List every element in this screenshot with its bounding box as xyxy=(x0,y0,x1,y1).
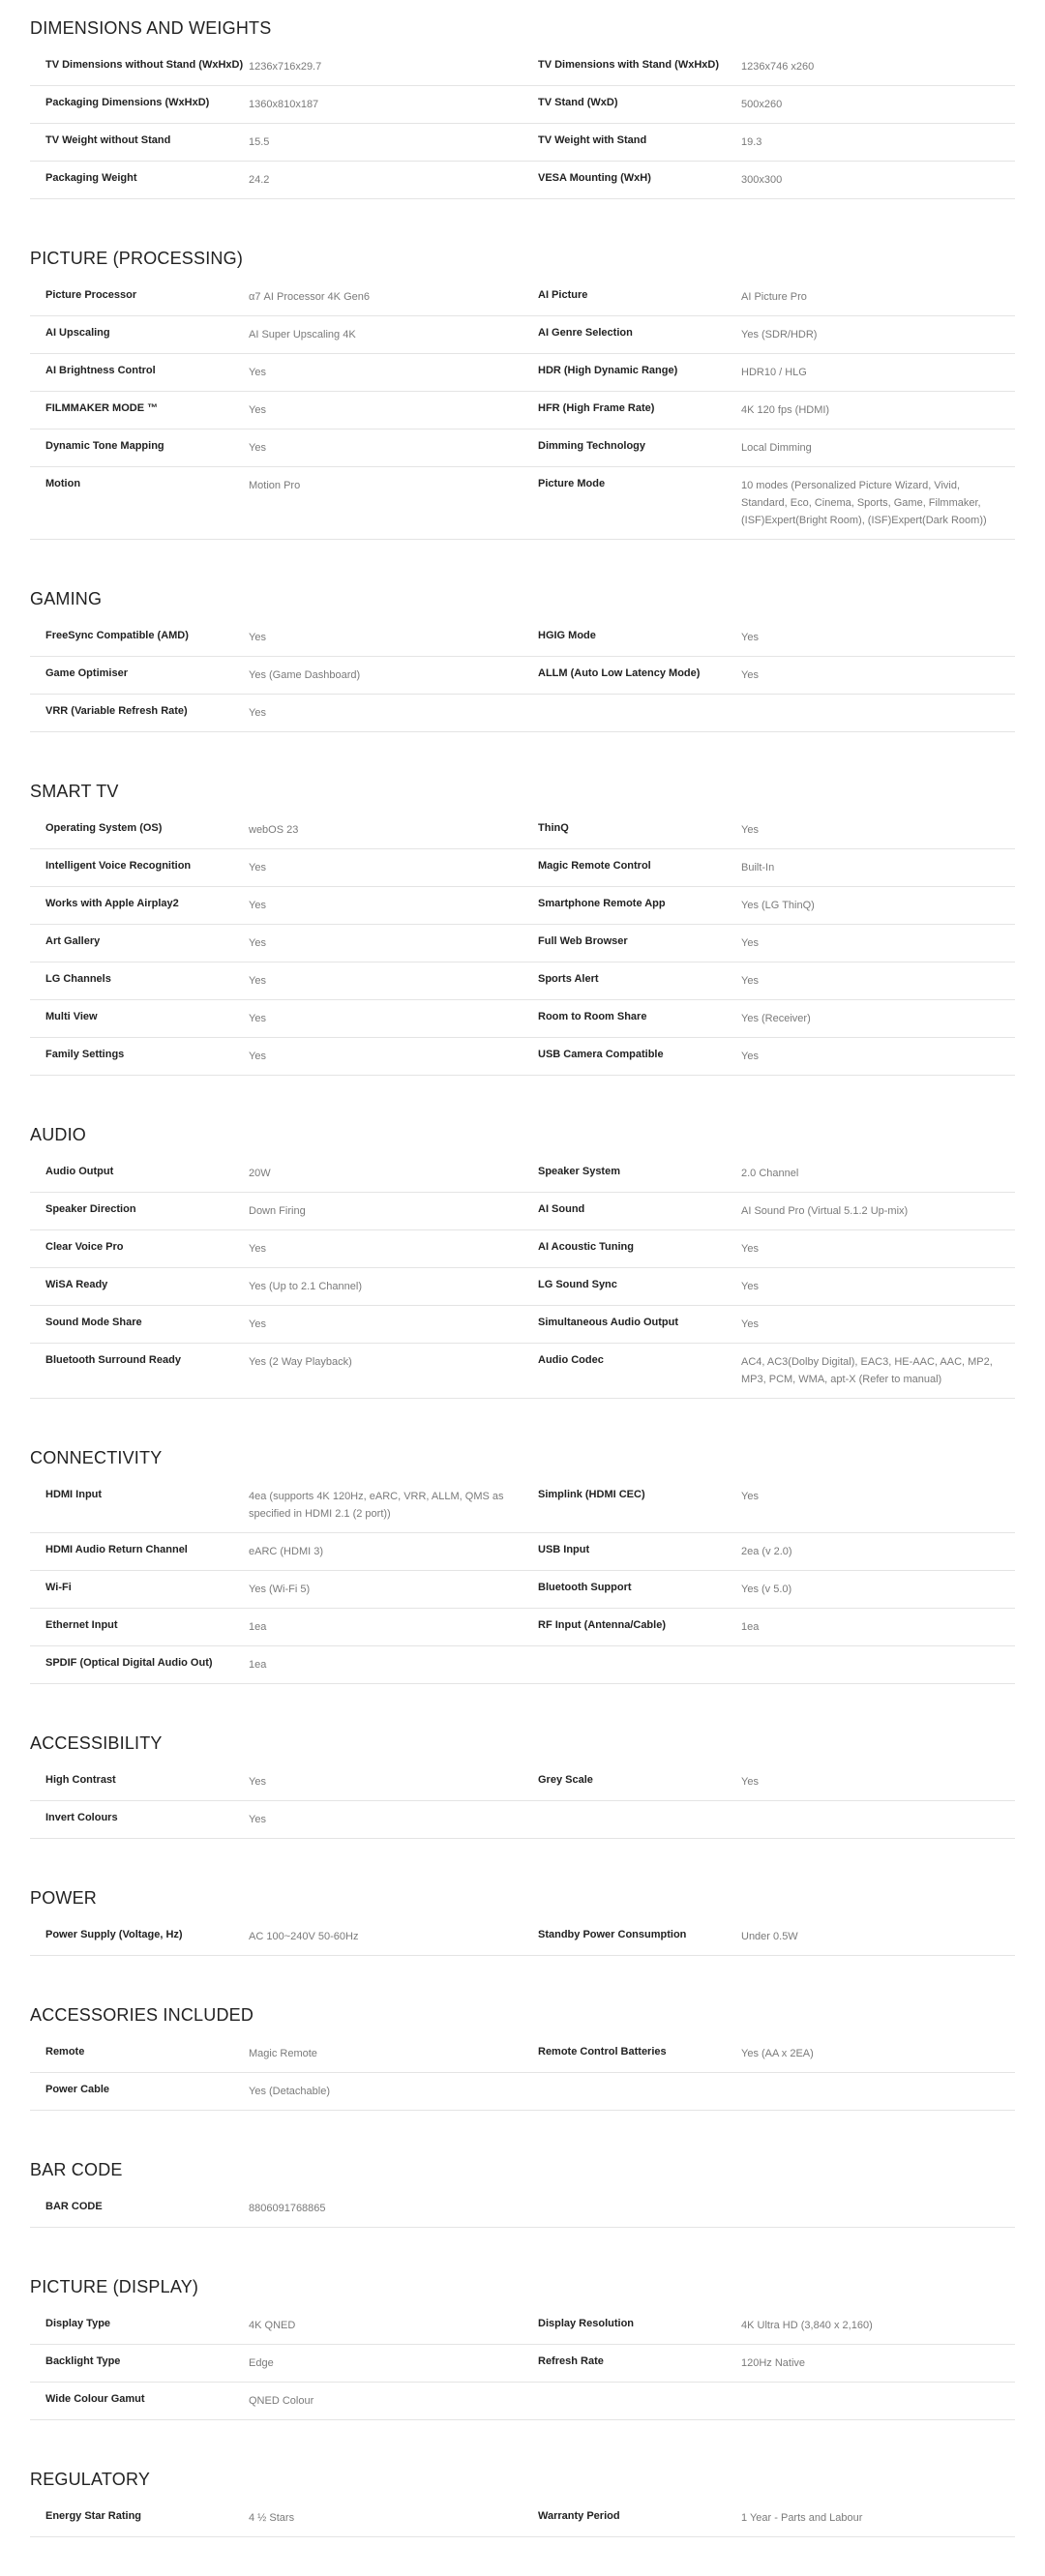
spec-value: 20W xyxy=(249,1168,271,1179)
spec-value: 8806091768865 xyxy=(249,2203,326,2214)
spec-item xyxy=(30,887,522,924)
spec-item xyxy=(30,1268,522,1305)
spec-label: Display Type xyxy=(45,2318,111,2329)
spec-row xyxy=(30,887,1015,925)
spec-value: Yes (v 5.0) xyxy=(741,1584,792,1595)
spec-section xyxy=(30,250,1015,540)
spec-item xyxy=(522,316,1015,353)
spec-value: Yes xyxy=(249,1318,266,1330)
spec-row xyxy=(30,2345,1015,2383)
spec-value: 500x260 xyxy=(741,99,783,110)
spec-label: USB Camera Compatible xyxy=(538,1049,664,1060)
spec-value: 15.5 xyxy=(249,136,270,148)
spec-value: 4ea (supports 4K 120Hz, eARC, VRR, ALLM, QMS as specified in HDMI 2.1 (2 port)) xyxy=(249,1491,504,1520)
section-title: ACCESSORIES INCLUDED xyxy=(30,2005,254,2025)
spec-value: Yes xyxy=(741,632,759,643)
spec-item xyxy=(30,354,522,391)
spec-label: Simplink (HDMI CEC) xyxy=(538,1489,645,1500)
spec-value: 4K QNED xyxy=(249,2320,296,2331)
spec-label: HDMI Audio Return Channel xyxy=(45,1544,188,1555)
spec-label: VESA Mounting (WxH) xyxy=(538,172,651,184)
spec-label: Ethernet Input xyxy=(45,1619,118,1631)
spec-label: Warranty Period xyxy=(538,2510,620,2522)
spec-label: Dynamic Tone Mapping xyxy=(45,440,164,452)
spec-label: Intelligent Voice Recognition xyxy=(45,860,192,872)
spec-label: Grey Scale xyxy=(538,1774,593,1786)
spec-value: Yes (Game Dashboard) xyxy=(249,669,361,681)
spec-item xyxy=(522,925,1015,962)
spec-value: 10 modes (Personalized Picture Wizard, Vivid, Standard, Eco, Cinema, Sports, Game, Filmmaker, (ISF)Expert(Bright Room), (ISF)Expert(Dark Room)) xyxy=(741,480,987,526)
spec-row xyxy=(30,162,1015,199)
spec-label: Refresh Rate xyxy=(538,2355,604,2367)
spec-row xyxy=(30,1230,1015,1268)
spec-item xyxy=(30,392,522,429)
spec-item xyxy=(30,2383,522,2419)
spec-item xyxy=(522,962,1015,999)
spec-label: Operating System (OS) xyxy=(45,822,163,834)
spec-label: Energy Star Rating xyxy=(45,2510,142,2522)
spec-label: Wi-Fi xyxy=(45,1582,72,1593)
spec-label: FILMMAKER MODE ™ xyxy=(45,402,159,414)
spec-label: VRR (Variable Refresh Rate) xyxy=(45,705,188,717)
spec-value: Yes xyxy=(249,900,266,911)
spec-value: Local Dimming xyxy=(741,442,812,454)
spec-row xyxy=(30,1571,1015,1609)
spec-value: 2ea (v 2.0) xyxy=(741,1546,792,1557)
spec-item xyxy=(522,86,1015,123)
spec-item xyxy=(30,925,522,962)
spec-item xyxy=(522,2345,1015,2382)
spec-value: 120Hz Native xyxy=(741,2357,806,2369)
spec-label: High Contrast xyxy=(45,1774,116,1786)
spec-section xyxy=(30,2006,1015,2111)
spec-row xyxy=(30,48,1015,86)
spec-row xyxy=(30,429,1015,467)
spec-item xyxy=(522,1038,1015,1075)
spec-label: TV Stand (WxD) xyxy=(538,97,618,108)
spec-value: Yes xyxy=(741,1776,759,1788)
spec-item xyxy=(522,124,1015,161)
spec-label: WiSA Ready xyxy=(45,1279,108,1290)
spec-label: HDMI Input xyxy=(45,1489,103,1500)
spec-row xyxy=(30,2307,1015,2345)
spec-value: Yes (Receiver) xyxy=(741,1013,811,1024)
spec-row xyxy=(30,962,1015,1000)
spec-label: AI Acoustic Tuning xyxy=(538,1241,634,1253)
spec-item xyxy=(522,812,1015,848)
spec-item xyxy=(522,1478,1015,1532)
spec-item xyxy=(30,86,522,123)
spec-item xyxy=(30,812,522,848)
spec-value: Yes (LG ThinQ) xyxy=(741,900,815,911)
spec-value: Yes xyxy=(741,1318,759,1330)
spec-label: Sports Alert xyxy=(538,973,599,985)
spec-row xyxy=(30,695,1015,732)
spec-label: Packaging Dimensions (WxHxD) xyxy=(45,97,210,108)
section-title: BAR CODE xyxy=(30,2160,123,2179)
section-title: CONNECTIVITY xyxy=(30,1448,163,1467)
spec-row xyxy=(30,1801,1015,1839)
spec-item xyxy=(30,48,522,85)
spec-value: Yes xyxy=(249,1013,266,1024)
spec-label: BAR CODE xyxy=(45,2201,103,2212)
spec-label: Remote xyxy=(45,2046,85,2058)
spec-row xyxy=(30,124,1015,162)
spec-item xyxy=(30,695,522,731)
spec-value: Yes xyxy=(249,1243,266,1255)
spec-label: Backlight Type xyxy=(45,2355,121,2367)
spec-row xyxy=(30,1646,1015,1684)
spec-row xyxy=(30,1763,1015,1801)
spec-value: Yes (Detachable) xyxy=(249,2086,330,2097)
spec-label: Audio Codec xyxy=(538,1354,604,1366)
spec-value: AC4, AC3(Dolby Digital), EAC3, HE-AAC, AAC, MP2, MP3, PCM, WMA, apt-X (Refer to manual) xyxy=(741,1356,993,1385)
spec-value: 1360x810x187 xyxy=(249,99,319,110)
spec-label: Clear Voice Pro xyxy=(45,1241,124,1253)
spec-item xyxy=(30,1571,522,1608)
spec-label: Display Resolution xyxy=(538,2318,635,2329)
spec-item xyxy=(30,1533,522,1570)
spec-label: HDR (High Dynamic Range) xyxy=(538,365,678,376)
spec-value: α7 AI Processor 4K Gen6 xyxy=(249,291,370,303)
spec-value: 1236x716x29.7 xyxy=(249,61,322,73)
spec-row xyxy=(30,2073,1015,2111)
spec-label: AI Brightness Control xyxy=(45,365,156,376)
spec-item xyxy=(522,48,1015,85)
spec-value: 19.3 xyxy=(741,136,762,148)
spec-item xyxy=(30,2345,522,2382)
spec-item xyxy=(30,1230,522,1267)
spec-row xyxy=(30,279,1015,316)
spec-value: AC 100~240V 50-60Hz xyxy=(249,1931,359,1942)
section-title: REGULATORY xyxy=(30,2470,151,2489)
spec-label: RF Input (Antenna/Cable) xyxy=(538,1619,666,1631)
spec-value: 4 ½ Stars xyxy=(249,2512,295,2524)
spec-row xyxy=(30,1038,1015,1076)
spec-value: Yes xyxy=(741,1051,759,1062)
spec-row xyxy=(30,1000,1015,1038)
spec-label: AI Picture xyxy=(538,289,588,301)
spec-row xyxy=(30,467,1015,540)
spec-label: Smartphone Remote App xyxy=(538,898,666,909)
spec-item xyxy=(30,2073,522,2110)
spec-section xyxy=(30,590,1015,732)
spec-value: Yes xyxy=(249,937,266,949)
spec-item xyxy=(522,1571,1015,1608)
section-title: AUDIO xyxy=(30,1125,87,1144)
spec-value: 4K Ultra HD (3,840 x 2,160) xyxy=(741,2320,873,2331)
spec-label: Packaging Weight xyxy=(45,172,137,184)
spec-label: Works with Apple Airplay2 xyxy=(45,898,179,909)
spec-item xyxy=(30,2035,522,2072)
spec-value: Yes xyxy=(741,1491,759,1502)
spec-label: Power Cable xyxy=(45,2084,110,2095)
spec-label: Simultaneous Audio Output xyxy=(538,1317,679,1328)
spec-value: Yes xyxy=(249,404,266,416)
spec-item xyxy=(30,1193,522,1229)
section-title: POWER xyxy=(30,1888,98,1908)
spec-value: Yes xyxy=(741,1243,759,1255)
spec-value: 300x300 xyxy=(741,174,783,186)
spec-item xyxy=(30,1306,522,1343)
spec-label: Wide Colour Gamut xyxy=(45,2393,145,2405)
spec-value: 24.2 xyxy=(249,174,270,186)
spec-item xyxy=(522,1230,1015,1267)
spec-label: SPDIF (Optical Digital Audio Out) xyxy=(45,1657,213,1669)
spec-label: Speaker System xyxy=(538,1166,620,1177)
spec-item xyxy=(522,1533,1015,1570)
spec-value: Motion Pro xyxy=(249,480,301,491)
spec-item xyxy=(522,1344,1015,1398)
spec-label: Multi View xyxy=(45,1011,98,1022)
spec-label: AI Sound xyxy=(538,1203,585,1215)
spec-item xyxy=(522,392,1015,429)
spec-item xyxy=(30,849,522,886)
spec-row xyxy=(30,812,1015,849)
spec-row xyxy=(30,1609,1015,1646)
spec-value: Built-In xyxy=(741,862,775,873)
spec-value: Yes xyxy=(249,862,266,873)
spec-value: Yes xyxy=(741,1281,759,1292)
spec-item xyxy=(522,2307,1015,2344)
spec-label: AI Upscaling xyxy=(45,327,110,339)
spec-label: Bluetooth Surround Ready xyxy=(45,1354,181,1366)
spec-item xyxy=(522,849,1015,886)
section-title: DIMENSIONS AND WEIGHTS xyxy=(30,18,272,38)
spec-value: Edge xyxy=(249,2357,274,2369)
spec-row xyxy=(30,849,1015,887)
spec-row xyxy=(30,2035,1015,2073)
spec-section xyxy=(30,1889,1015,1956)
spec-item xyxy=(30,467,522,539)
spec-item xyxy=(30,1155,522,1192)
spec-label: Power Supply (Voltage, Hz) xyxy=(45,1929,183,1940)
spec-value: Yes (Up to 2.1 Channel) xyxy=(249,1281,362,1292)
spec-label: FreeSync Compatible (AMD) xyxy=(45,630,189,641)
spec-row xyxy=(30,619,1015,657)
spec-value: 4K 120 fps (HDMI) xyxy=(741,404,830,416)
spec-value: Yes (AA x 2EA) xyxy=(741,2048,814,2059)
spec-row xyxy=(30,354,1015,392)
spec-value: Under 0.5W xyxy=(741,1931,798,1942)
spec-label: Full Web Browser xyxy=(538,935,628,947)
spec-item xyxy=(30,2190,522,2227)
spec-label: Sound Mode Share xyxy=(45,1317,142,1328)
spec-label: Dimming Technology xyxy=(538,440,646,452)
spec-label: Art Gallery xyxy=(45,935,101,947)
spec-value: AI Picture Pro xyxy=(741,291,807,303)
spec-label: Picture Mode xyxy=(538,478,606,489)
spec-item xyxy=(522,657,1015,694)
spec-row xyxy=(30,1268,1015,1306)
spec-item xyxy=(30,619,522,656)
spec-label: LG Channels xyxy=(45,973,111,985)
spec-label: ALLM (Auto Low Latency Mode) xyxy=(538,667,701,679)
spec-value: Yes xyxy=(741,824,759,836)
spec-label: Room to Room Share xyxy=(538,1011,647,1022)
spec-label: HFR (High Frame Rate) xyxy=(538,402,655,414)
spec-item xyxy=(522,619,1015,656)
spec-value: AI Sound Pro (Virtual 5.1.2 Up-mix) xyxy=(741,1205,909,1217)
spec-item xyxy=(522,1155,1015,1192)
spec-value: 1ea xyxy=(249,1621,267,1633)
spec-section xyxy=(30,1734,1015,1839)
spec-label: Speaker Direction xyxy=(45,1203,136,1215)
spec-item xyxy=(30,124,522,161)
spec-value: Down Firing xyxy=(249,1205,306,1217)
spec-item xyxy=(522,1763,1015,1800)
spec-row xyxy=(30,1155,1015,1193)
spec-value: Magic Remote xyxy=(249,2048,317,2059)
spec-value: eARC (HDMI 3) xyxy=(249,1546,324,1557)
spec-value: Yes xyxy=(249,367,266,378)
spec-value: 2.0 Channel xyxy=(741,1168,799,1179)
spec-row xyxy=(30,2190,1015,2228)
spec-label: Standby Power Consumption xyxy=(538,1929,687,1940)
spec-row xyxy=(30,657,1015,695)
spec-label: Picture Processor xyxy=(45,289,137,301)
spec-row xyxy=(30,1193,1015,1230)
spec-section xyxy=(30,2161,1015,2228)
spec-item xyxy=(522,2500,1015,2536)
spec-label: Motion xyxy=(45,478,81,489)
spec-item xyxy=(30,1478,522,1532)
spec-label: TV Weight without Stand xyxy=(45,134,171,146)
spec-value: Yes xyxy=(741,937,759,949)
spec-label: AI Genre Selection xyxy=(538,327,633,339)
spec-item xyxy=(522,1193,1015,1229)
spec-section xyxy=(30,2278,1015,2420)
spec-item xyxy=(30,279,522,315)
spec-item xyxy=(30,316,522,353)
spec-item xyxy=(30,1038,522,1075)
spec-item xyxy=(30,429,522,466)
spec-label: Family Settings xyxy=(45,1049,125,1060)
spec-value: 1236x746 x260 xyxy=(741,61,815,73)
spec-item xyxy=(522,2035,1015,2072)
spec-value: Yes xyxy=(741,975,759,987)
spec-row xyxy=(30,2500,1015,2537)
spec-label: TV Weight with Stand xyxy=(538,134,647,146)
spec-item xyxy=(522,162,1015,198)
spec-row xyxy=(30,1306,1015,1344)
spec-item xyxy=(522,1000,1015,1037)
spec-value: Yes (SDR/HDR) xyxy=(741,329,818,341)
spec-item xyxy=(30,1344,522,1398)
spec-item xyxy=(30,962,522,999)
section-title: ACCESSIBILITY xyxy=(30,1733,163,1753)
spec-row xyxy=(30,316,1015,354)
spec-label: USB Input xyxy=(538,1544,590,1555)
spec-section xyxy=(30,1449,1015,1684)
spec-value: Yes xyxy=(249,442,266,454)
spec-label: LG Sound Sync xyxy=(538,1279,617,1290)
spec-row xyxy=(30,925,1015,962)
spec-row xyxy=(30,1918,1015,1956)
spec-value: 1ea xyxy=(741,1621,760,1633)
spec-item xyxy=(30,1801,522,1838)
spec-item xyxy=(30,1646,522,1683)
spec-item xyxy=(522,467,1015,539)
spec-label: Invert Colours xyxy=(45,1812,118,1823)
spec-value: 1 Year - Parts and Labour xyxy=(741,2512,863,2524)
spec-value: HDR10 / HLG xyxy=(741,367,807,378)
spec-value: Yes xyxy=(249,1776,266,1788)
spec-label: Bluetooth Support xyxy=(538,1582,632,1593)
spec-value: Yes (Wi-Fi 5) xyxy=(249,1584,311,1595)
spec-row xyxy=(30,1533,1015,1571)
section-title: GAMING xyxy=(30,589,103,608)
spec-value: Yes xyxy=(249,632,266,643)
spec-value: Yes xyxy=(249,1051,266,1062)
spec-item xyxy=(522,887,1015,924)
spec-label: HGIG Mode xyxy=(538,630,596,641)
spec-row xyxy=(30,86,1015,124)
spec-label: Game Optimiser xyxy=(45,667,128,679)
spec-section xyxy=(30,2471,1015,2537)
spec-value: 1ea xyxy=(249,1659,267,1671)
spec-item xyxy=(30,1763,522,1800)
spec-label: Audio Output xyxy=(45,1166,114,1177)
spec-item xyxy=(522,354,1015,391)
spec-section xyxy=(30,1126,1015,1399)
spec-row xyxy=(30,392,1015,429)
spec-row xyxy=(30,2383,1015,2420)
spec-item xyxy=(522,1268,1015,1305)
section-title: PICTURE (PROCESSING) xyxy=(30,249,244,268)
spec-value: AI Super Upscaling 4K xyxy=(249,329,356,341)
spec-item xyxy=(30,1918,522,1955)
spec-item xyxy=(522,429,1015,466)
spec-value: QNED Colour xyxy=(249,2395,314,2407)
spec-label: TV Dimensions with Stand (WxHxD) xyxy=(538,59,720,71)
spec-value: webOS 23 xyxy=(249,824,299,836)
spec-row xyxy=(30,1344,1015,1399)
spec-label: Magic Remote Control xyxy=(538,860,651,872)
spec-section xyxy=(30,783,1015,1076)
spec-item xyxy=(30,2500,522,2536)
spec-value: Yes xyxy=(249,975,266,987)
spec-section xyxy=(30,19,1015,199)
section-title: SMART TV xyxy=(30,782,119,801)
spec-item xyxy=(30,1609,522,1645)
spec-item xyxy=(30,162,522,198)
spec-item xyxy=(522,1306,1015,1343)
spec-item xyxy=(30,657,522,694)
spec-label: ThinQ xyxy=(538,822,569,834)
section-title: PICTURE (DISPLAY) xyxy=(30,2277,199,2296)
spec-item xyxy=(30,1000,522,1037)
spec-item xyxy=(30,2307,522,2344)
spec-label: Remote Control Batteries xyxy=(538,2046,667,2058)
spec-item xyxy=(522,279,1015,315)
spec-value: Yes (2 Way Playback) xyxy=(249,1356,352,1368)
spec-value: Yes xyxy=(741,669,759,681)
spec-item xyxy=(522,1609,1015,1645)
spec-row xyxy=(30,1478,1015,1533)
spec-label: TV Dimensions without Stand (WxHxD) xyxy=(45,59,244,71)
spec-item xyxy=(522,1918,1015,1955)
spec-value: Yes xyxy=(249,707,266,719)
spec-value: Yes xyxy=(249,1814,266,1825)
